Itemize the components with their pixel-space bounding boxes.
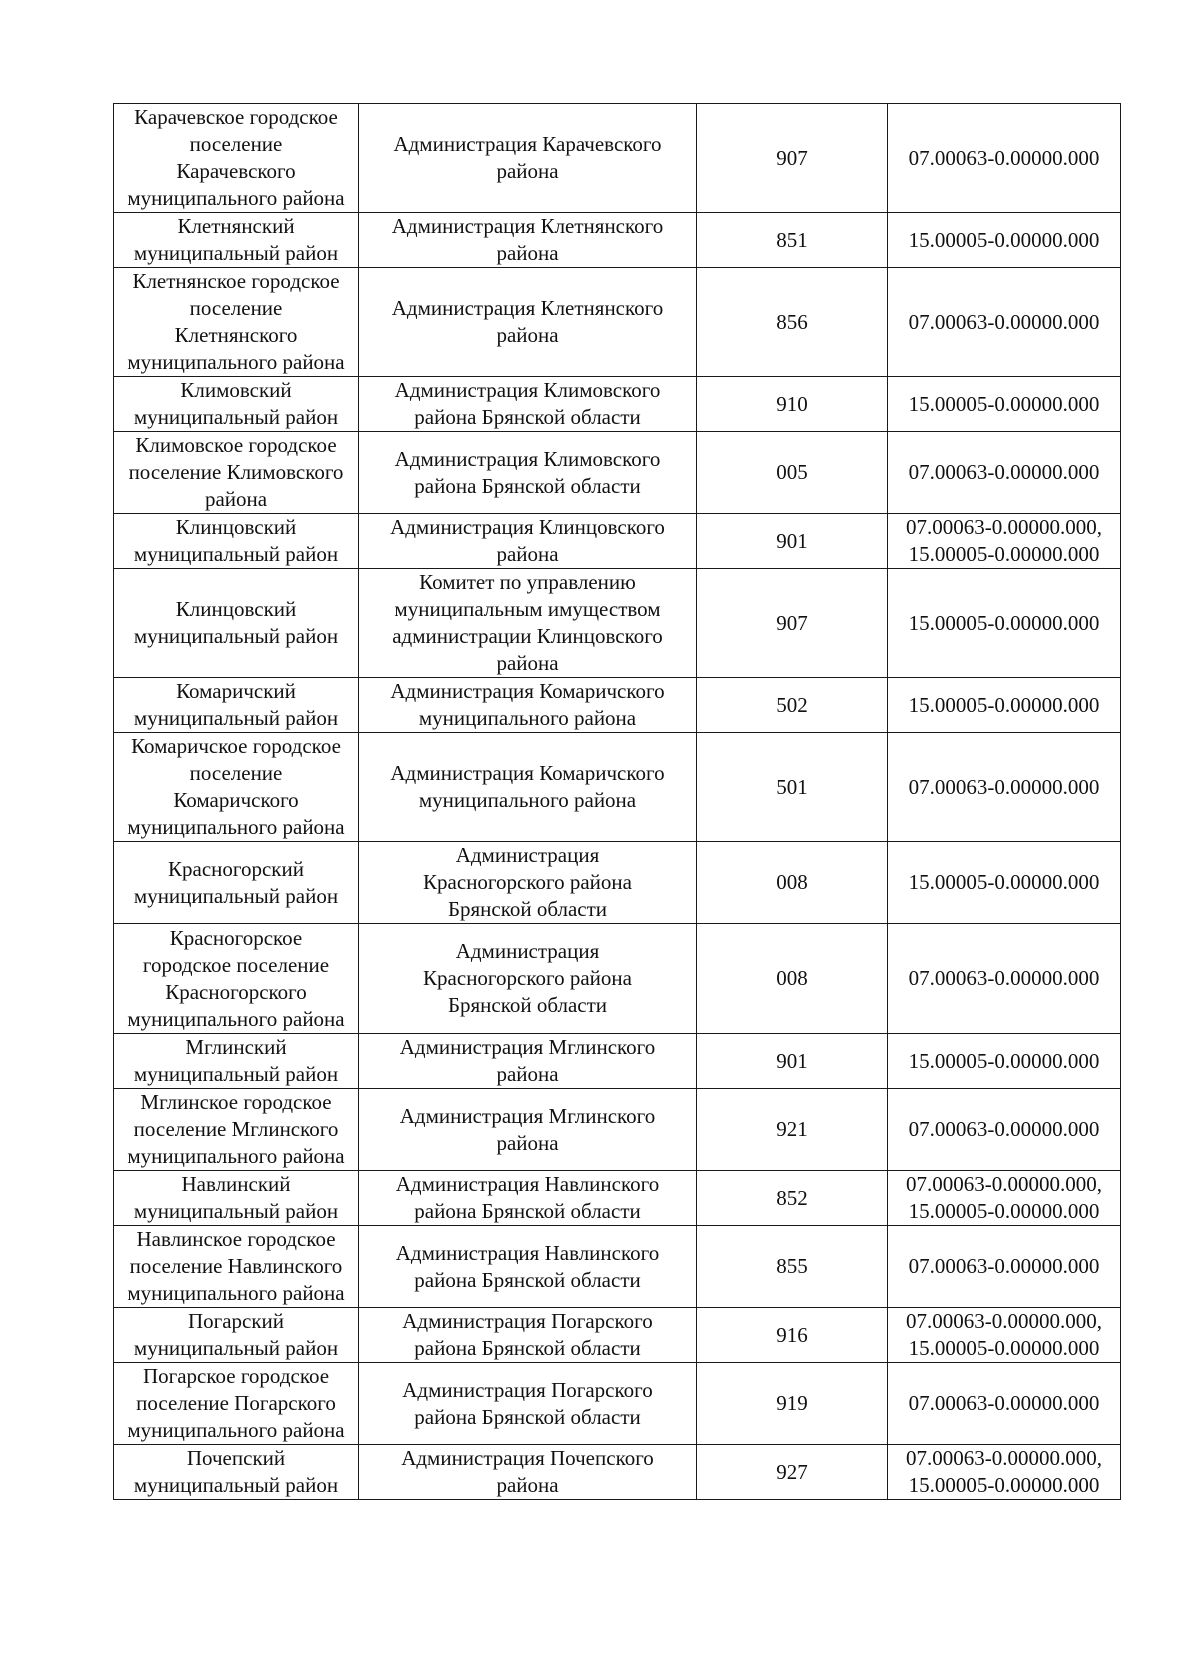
code-cell (697, 924, 888, 1034)
code-cell (697, 678, 888, 733)
administrator-cell (359, 1089, 697, 1171)
municipality-cell-line: муниципального района (127, 815, 345, 839)
administrator-cell-line: района (496, 651, 559, 675)
administrator-cell (359, 377, 697, 432)
administrator-cell-line: района (496, 1130, 559, 1155)
administrator-cell-line: района Брянской области (414, 1404, 641, 1429)
municipality-cell-line: Климовский (180, 378, 292, 402)
municipality-cell-line: Красногорское (169, 925, 303, 950)
municipality-cell-line: муниципальный район (133, 883, 339, 908)
municipality-cell-line: муниципального района (127, 350, 345, 374)
classifier-cell (888, 1171, 1121, 1226)
municipality-cell-line: муниципальный район (133, 241, 339, 265)
municipality-cell (114, 569, 359, 678)
classifier-cell (888, 569, 1121, 678)
municipality-cell-line: поселение Навлинского (129, 1254, 343, 1278)
municipality-cell-line: Климовское городское (135, 433, 337, 457)
administrator-cell-line: района Брянской области (414, 1199, 641, 1223)
table-row (114, 678, 1121, 733)
administrator-cell (359, 733, 697, 842)
classifier-cell (888, 213, 1121, 268)
municipality-cell (114, 1308, 359, 1363)
classifier-cell (888, 268, 1121, 377)
administrator-cell-line: Администрация Клетнянского (391, 214, 664, 238)
classifier-cell (888, 1363, 1121, 1445)
table-row (114, 1226, 1121, 1308)
code-cell-value: 855 (776, 1254, 808, 1278)
table-row (114, 569, 1121, 678)
administrator-cell-line: Администрация Почепского (401, 1446, 654, 1470)
administrator-cell (359, 1363, 697, 1445)
municipality-cell-line: Красногорского (165, 979, 307, 1004)
classifier-cell (888, 514, 1121, 569)
code-cell-value: 919 (776, 1391, 808, 1415)
administrator-cell-line: района Брянской области (414, 1267, 641, 1292)
code-cell-value: 852 (776, 1185, 808, 1210)
municipality-cell-line: поселение (189, 761, 283, 785)
table-row (114, 1034, 1121, 1089)
administrator-cell-line: Администрация Навлинского (395, 1240, 660, 1265)
administrator-cell-line: Комитет по управлению (419, 570, 636, 594)
classifier-cell-line: 15.00005-0.00000.000 (908, 1336, 1100, 1360)
municipality-cell (114, 514, 359, 569)
administrator-cell (359, 514, 697, 569)
classifier-cell-line: 07.00063-0.00000.000 (908, 966, 1100, 990)
administrator-cell-line: района Брянской области (414, 405, 641, 429)
classifier-cell (888, 842, 1121, 924)
municipality-cell-line: муниципальный район (133, 706, 339, 730)
municipality-cell (114, 1226, 359, 1308)
administrator-cell-line: Администрация Навлинского (395, 1172, 660, 1196)
municipality-cell-line: Погарский (187, 1309, 285, 1333)
administrator-cell (359, 1171, 697, 1226)
code-cell (697, 213, 888, 268)
administrator-cell (359, 569, 697, 678)
classifier-cell-line: 15.00005-0.00000.000 (908, 610, 1100, 635)
municipality-cell-line: муниципальный район (133, 1062, 339, 1086)
table-row (114, 842, 1121, 924)
classifier-cell-line: 07.00063-0.00000.000, (906, 515, 1102, 539)
classifier-cell-line: 15.00005-0.00000.000 (908, 692, 1100, 717)
classifier-cell (888, 733, 1121, 842)
administrator-cell (359, 1226, 697, 1308)
classifier-cell (888, 1226, 1121, 1308)
code-cell (697, 1089, 888, 1171)
table-row (114, 432, 1121, 514)
classifier-cell-line: 07.00063-0.00000.000 (908, 460, 1100, 484)
code-cell (697, 377, 888, 432)
code-cell (697, 1363, 888, 1445)
classifier-cell (888, 1445, 1121, 1500)
administrator-cell-line: Администрация Комаричского (390, 679, 665, 703)
municipality-cell-line: Комаричское городское (131, 734, 341, 758)
classifier-cell-line: 15.00005-0.00000.000 (908, 1048, 1100, 1073)
classifier-cell-line: 07.00063-0.00000.000 (908, 1391, 1100, 1415)
code-cell (697, 268, 888, 377)
municipality-cell (114, 842, 359, 924)
classifier-cell (888, 678, 1121, 733)
code-cell-value: 851 (776, 227, 808, 252)
table-row (114, 1308, 1121, 1363)
administrator-cell (359, 1034, 697, 1089)
classifier-cell (888, 377, 1121, 432)
administrator-cell-line: района (496, 542, 559, 566)
municipality-cell-line: муниципальный район (133, 405, 339, 429)
administrator-cell-line: района (496, 1062, 559, 1086)
code-cell-value: 927 (776, 1459, 808, 1484)
municipality-cell-line: городское поселение (142, 952, 330, 977)
administrator-cell (359, 1445, 697, 1500)
code-cell-value: 856 (776, 309, 808, 334)
administrator-cell-line: Администрация Погарского (402, 1309, 653, 1333)
registry-table (113, 103, 1121, 1500)
table-row (114, 377, 1121, 432)
table-row (114, 1363, 1121, 1445)
code-cell (697, 569, 888, 678)
administrator-cell-line: Администрация Комаричского (390, 761, 665, 785)
table-row (114, 1089, 1121, 1171)
municipality-cell-line: Клетнянского (174, 323, 298, 347)
classifier-cell (888, 1034, 1121, 1089)
code-cell (697, 842, 888, 924)
municipality-cell-line: муниципального района (127, 186, 345, 210)
administrator-cell (359, 432, 697, 514)
code-cell-value: 005 (776, 460, 808, 484)
municipality-cell-line: поселение Погарского (136, 1391, 336, 1415)
municipality-cell (114, 268, 359, 377)
code-cell-value: 910 (776, 391, 808, 416)
classifier-cell-line: 07.00063-0.00000.000, (906, 1172, 1102, 1196)
administrator-cell (359, 1308, 697, 1363)
municipality-cell (114, 432, 359, 514)
administrator-cell-line: Администрация Карачевского (393, 132, 662, 156)
municipality-cell-line: муниципального района (127, 1281, 345, 1305)
classifier-cell (888, 924, 1121, 1034)
table-row (114, 924, 1121, 1034)
table-row (114, 514, 1121, 569)
classifier-cell-line: 15.00005-0.00000.000 (908, 542, 1100, 566)
code-cell (697, 1171, 888, 1226)
administrator-cell-line: Администрация Клетнянского (391, 296, 664, 320)
administrator-cell (359, 268, 697, 377)
administrator-cell-line: Администрация Погарского (402, 1377, 653, 1402)
classifier-cell-line: 07.00063-0.00000.000 (908, 774, 1100, 799)
administrator-cell-line: района (496, 159, 559, 183)
code-cell-value: 502 (776, 692, 808, 717)
classifier-cell-line: 07.00063-0.00000.000 (908, 145, 1100, 170)
municipality-cell-line: Навлинское городское (136, 1227, 336, 1251)
code-cell (697, 104, 888, 213)
code-cell (697, 432, 888, 514)
municipality-cell-line: поселение Климовского (128, 460, 344, 484)
code-cell (697, 514, 888, 569)
classifier-cell (888, 1308, 1121, 1363)
municipality-cell (114, 678, 359, 733)
municipality-cell (114, 377, 359, 432)
code-cell-value: 008 (776, 966, 808, 990)
municipality-cell (114, 733, 359, 842)
table-row (114, 1445, 1121, 1500)
administrator-cell-line: Брянской области (447, 993, 608, 1017)
administrator-cell-line: муниципального района (418, 706, 637, 730)
municipality-cell (114, 213, 359, 268)
municipality-cell-line: Красногорский (168, 856, 304, 881)
municipality-cell-line: муниципального района (127, 1418, 345, 1442)
municipality-cell-line: поселение (189, 296, 283, 320)
code-cell-value: 907 (776, 610, 808, 635)
municipality-cell-line: муниципального района (127, 1144, 345, 1168)
code-cell-value: 916 (776, 1322, 808, 1347)
administrator-cell-line: Красногорского района (423, 870, 632, 894)
code-cell (697, 1445, 888, 1500)
classifier-cell-line: 07.00063-0.00000.000, (906, 1446, 1102, 1470)
administrator-cell-line: Администрация Мглинского (399, 1103, 656, 1128)
municipality-cell-line: муниципальный район (133, 1199, 339, 1223)
municipality-cell (114, 1034, 359, 1089)
administrator-cell-line: Администрация Клинцовского (390, 515, 665, 539)
administrator-cell-line: района (496, 241, 559, 265)
classifier-cell (888, 1089, 1121, 1171)
administrator-cell-line: муниципальным имуществом (394, 597, 661, 621)
municipality-cell (114, 1089, 359, 1171)
municipality-cell-line: Карачевского (176, 159, 296, 183)
administrator-cell (359, 213, 697, 268)
code-cell-value: 501 (776, 774, 808, 799)
classifier-cell-line: 15.00005-0.00000.000 (908, 391, 1100, 416)
administrator-cell-line: Администрация Климовского (394, 446, 661, 471)
municipality-cell (114, 104, 359, 213)
code-cell-value: 901 (776, 528, 808, 553)
administrator-cell (359, 678, 697, 733)
municipality-cell-line: поселение Мглинского (133, 1117, 339, 1141)
classifier-cell-line: 07.00063-0.00000.000 (908, 309, 1100, 334)
municipality-cell-line: поселение (189, 132, 283, 156)
table-row (114, 733, 1121, 842)
municipality-cell (114, 1363, 359, 1445)
code-cell (697, 1308, 888, 1363)
municipality-cell (114, 924, 359, 1034)
administrator-cell-line: района (496, 1473, 559, 1497)
classifier-cell-line: 07.00063-0.00000.000 (908, 1117, 1100, 1141)
classifier-cell (888, 432, 1121, 514)
administrator-cell (359, 924, 697, 1034)
administrator-cell-line: района (496, 323, 559, 347)
municipality-cell-line: Почепский (186, 1446, 286, 1470)
administrator-cell-line: района Брянской области (414, 473, 641, 498)
administrator-cell-line: Администрация Климовского (394, 378, 661, 402)
municipality-cell-line: Комаричского (173, 788, 299, 812)
table-row (114, 213, 1121, 268)
document-page (113, 103, 1120, 1500)
municipality-cell-line: Клетнянское городское (132, 269, 340, 293)
table-body (114, 104, 1121, 1500)
classifier-cell-line: 15.00005-0.00000.000 (908, 227, 1100, 252)
code-cell-value: 907 (776, 145, 808, 170)
classifier-cell-line: 07.00063-0.00000.000 (908, 1254, 1100, 1278)
municipality-cell-line: муниципальный район (133, 1473, 339, 1497)
municipality-cell-line: Погарское городское (142, 1364, 330, 1388)
municipality-cell-line: Навлинский (181, 1172, 291, 1196)
municipality-cell-line: Комаричский (176, 679, 296, 703)
code-cell-value: 901 (776, 1048, 808, 1073)
classifier-cell (888, 104, 1121, 213)
classifier-cell-line: 15.00005-0.00000.000 (908, 1473, 1100, 1497)
administrator-cell-line: Брянской области (447, 897, 608, 921)
table-row (114, 104, 1121, 213)
administrator-cell-line: администрации Клинцовского (392, 624, 663, 648)
municipality-cell-line: муниципальный район (133, 624, 339, 648)
table-row (114, 1171, 1121, 1226)
administrator-cell-line: района Брянской области (414, 1336, 641, 1360)
administrator-cell-line: Администрация Мглинского (399, 1035, 656, 1059)
classifier-cell-line: 15.00005-0.00000.000 (908, 870, 1100, 894)
administrator-cell-line: Красногорского района (423, 966, 632, 990)
classifier-cell-line: 15.00005-0.00000.000 (908, 1199, 1100, 1223)
municipality-cell-line: Клинцовский (175, 515, 297, 539)
municipality-cell-line: Клинцовский (175, 597, 297, 621)
table-row (114, 268, 1121, 377)
code-cell (697, 1226, 888, 1308)
municipality-cell-line: Карачевское городское (134, 105, 338, 129)
code-cell (697, 733, 888, 842)
code-cell (697, 1034, 888, 1089)
code-cell-value: 921 (776, 1117, 808, 1141)
administrator-cell (359, 842, 697, 924)
municipality-cell-line: Мглинское городское (140, 1090, 332, 1114)
municipality-cell-line: муниципальный район (133, 542, 339, 566)
municipality-cell-line: муниципального района (127, 1006, 345, 1031)
municipality-cell-line: района (204, 487, 268, 511)
administrator-cell-line: Администрация (455, 843, 600, 867)
municipality-cell (114, 1445, 359, 1500)
municipality-cell-line: Мглинский (185, 1035, 287, 1059)
administrator-cell-line: муниципального района (418, 788, 637, 812)
municipality-cell (114, 1171, 359, 1226)
municipality-cell-line: Клетнянский (177, 214, 295, 238)
classifier-cell-line: 07.00063-0.00000.000, (906, 1309, 1102, 1333)
municipality-cell-line: муниципальный район (133, 1336, 339, 1360)
administrator-cell-line: Администрация (455, 939, 600, 963)
code-cell-value: 008 (776, 870, 808, 894)
administrator-cell (359, 104, 697, 213)
